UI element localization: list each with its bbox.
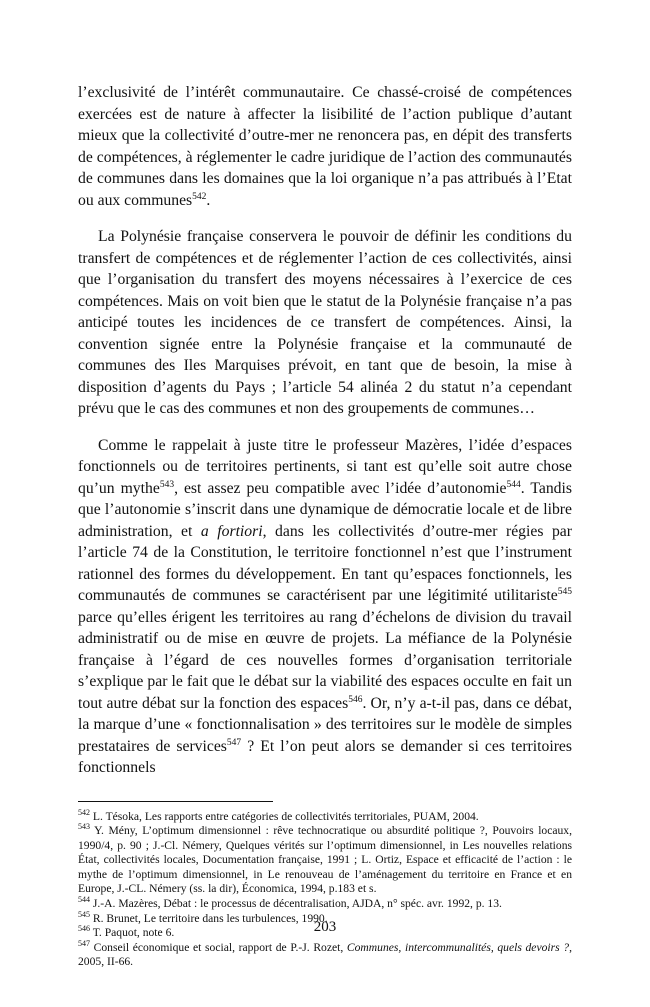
text-run: Conseil économique et social, rapport de P.-J. Rozet, [90, 940, 347, 954]
text-run: , dans les collectivités d’outre-mer régies par l’article 74 de la Constitution, le territoire fonctionnel n’est que l’instrument rationnel des formes du développement. En tant qu’espaces fonctionnels, les communautés de communes se caractérisent par une légitimité utilitariste [78, 522, 572, 604]
text-run: Y. Mény, L’optimum dimensionnel : rêve technocratique ou absurdité politique ?, Pouvoirs locaux, 1990/4, p. 90 ; J.-Cl. Némery, Quelques vérités sur l’optimum dimensionnel, in Les nouvelles relations État, collectivités locales, Documentation française, 1991 ; L. Ortiz, Espace et efficacité de l’action : le mythe de l’optimum dimensionnel, in Le renouveau de l’aménagement du territoire en France et en Europe, J.-CL. Némery (ss. la dir), Économica, 1994, p.183 et s. [78, 824, 572, 896]
text-run: , 2005, II-66. [78, 940, 572, 969]
text-run: Comme le rappelait à juste titre le professeur Mazères, l’idée d’espaces fonctionnels ou de territoires pertinents, si tant est qu’elle soit autre chose qu’un mythe [78, 436, 572, 497]
footnote-reference[interactable]: 546 [348, 694, 363, 705]
footnote-reference[interactable]: 542 [192, 191, 207, 202]
body-text [78, 82, 572, 779]
text-run: La Polynésie française conservera le pouvoir de définir les conditions du transfert de compétences et de réglementer l’action de ces collectivités, ainsi que l’organisation du transfert des moyens nécessaires à l’exercice de ces compétences. Mais on voit bien que le statut de la Polynésie française n’a pas anticipé toutes les incidences de ce transfert de compétences. Ainsi, la convention signée entre la Polynésie française et la communauté de communes des Iles Marquises prévoit, en tant que de besoin, la mise à disposition d’agents du Pays ; l’article 54 alinéa 2 du statut n’a cependant prévu que le cas des communes et non des groupements de communes… [78, 228, 572, 417]
text-run: L. Tésoka, Les rapports entre catégories de collectivités territoriales, PUAM, 2004. [90, 809, 479, 823]
footnote-reference[interactable]: 545 [557, 586, 572, 597]
page-number: 203 [313, 919, 337, 935]
footnote-separator [78, 801, 273, 802]
paragraph [78, 82, 572, 211]
paragraph [78, 226, 572, 420]
footnote-reference[interactable]: 543 [159, 479, 175, 490]
text-run: . Tandis que l’autonomie s’inscrit dans une dynamique de démocratie locale et de libre administration, et [78, 479, 572, 540]
footnote-number: 547 [78, 938, 90, 948]
italic-text: Communes, intercommunalités, quels devoirs ? [346, 940, 570, 954]
footnotes [78, 807, 572, 971]
footnote [78, 897, 572, 912]
footnote-reference[interactable]: 547 [226, 737, 242, 748]
footnote-number: 546 [78, 924, 90, 934]
text-run: J.-A. Mazères, Débat : le processus de décentralisation, AJDA, n° spéc. avr. 1992, p. 13. [90, 897, 502, 911]
footnote-number: 543 [78, 822, 90, 832]
footnote-number: 544 [78, 895, 90, 905]
footnote-number: 542 [78, 807, 90, 817]
footnote [78, 807, 572, 825]
text-run: T. Paquot, note 6. [90, 926, 175, 940]
text-run: R. Brunet, Le territoire dans les turbulences, 1990. [90, 911, 328, 925]
text-run: , est assez peu compatible avec l’idée d’autonomie [174, 479, 507, 497]
text-run: . Or, n’y a-t-il pas, dans ce débat, la marque d’une « fonctionnalisation » des territoires sur le modèle de simples prestataires de services [78, 694, 572, 755]
footnote [78, 938, 572, 970]
text-run: . [206, 191, 211, 209]
text-run: ? Et l’on peut alors se demander si ces territoires fonctionnels [78, 737, 572, 776]
italic-text: a fortiori [200, 522, 263, 540]
footnote-reference[interactable]: 544 [506, 479, 521, 490]
paragraph [78, 435, 572, 779]
footnote-number: 545 [78, 909, 90, 919]
text-run: parce qu’elles érigent les territoires au rang d’échelons de division du travail administratif ou de mise en œuvre de projets. La méfiance de la Polynésie française à l’égard de ces nouvelles formes d’organisation territoriale s’explique par le fait que le débat sur la viabilité des espaces occulte en fait un tout autre débat sur la fonction des espaces [78, 608, 572, 712]
text-run: l’exclusivité de l’intérêt communautaire. Ce chassé-croisé de compétences exercées est de nature à affecter la lisibilité de l’action publique d’autant mieux que la collectivité d’outre-mer ne renoncera pas, en dépit des transferts de compétences, à réglementer le cadre juridique de l’action des communautés de communes dans les domaines que la loi organique n’a pas attribués à l’Etat ou aux communes [78, 84, 572, 209]
footnote [78, 824, 572, 897]
